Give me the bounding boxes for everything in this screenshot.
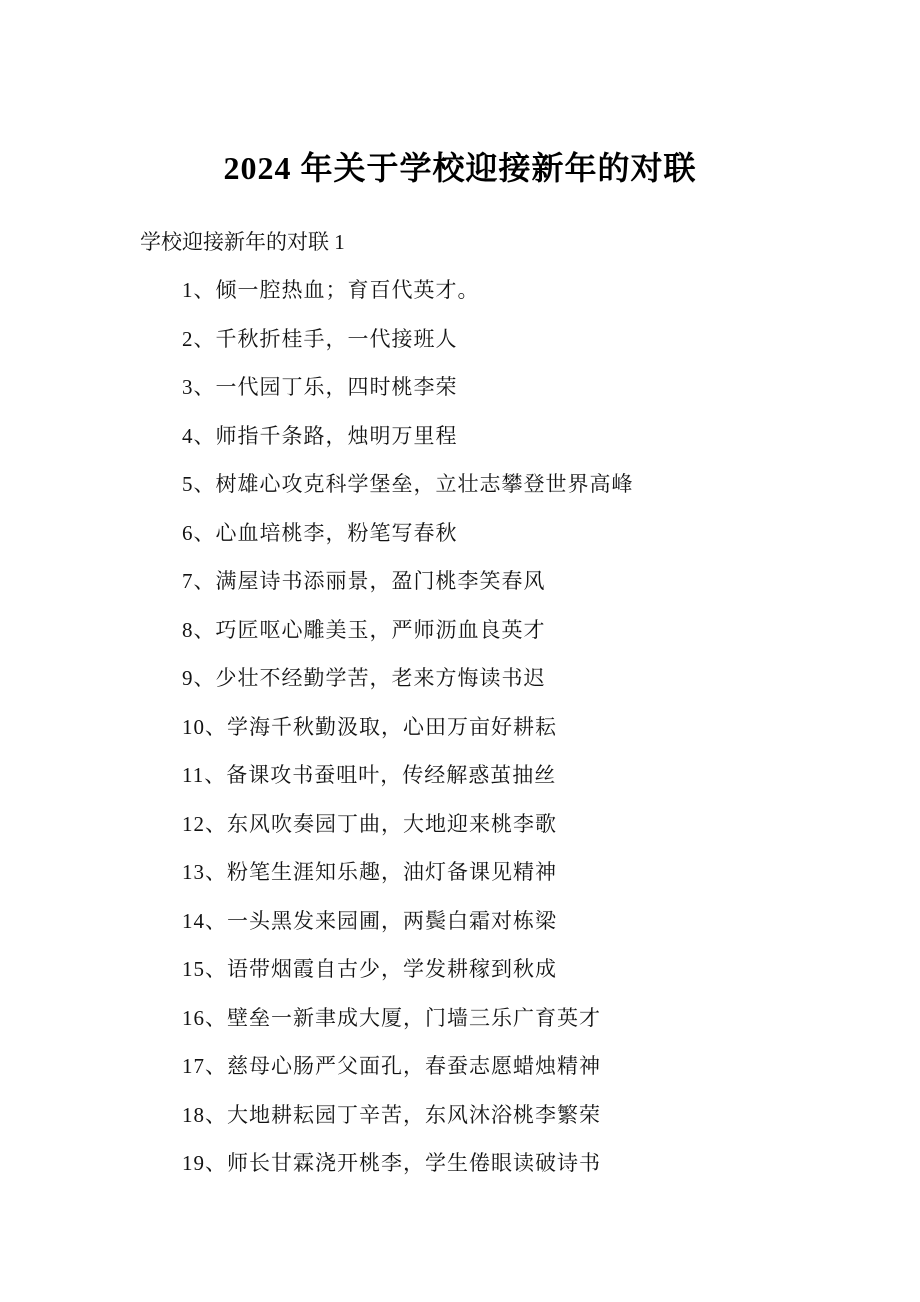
list-item: 2、千秋折桂手，一代接班人 — [182, 326, 458, 351]
list-item: 15、语带烟霞自古少，学发耕稼到秋成 — [182, 957, 557, 981]
list-item: 6、心血培桃李，粉笔写春秋 — [182, 520, 458, 545]
list-item: 1、倾一腔热血；育百代英才。 — [182, 278, 480, 302]
list-item: 9、少壮不经勤学苦，老来方悔读书迟 — [182, 666, 546, 690]
couplet-list — [140, 266, 780, 1188]
list-item: 12、东风吹奏园丁曲，大地迎来桃李歌 — [182, 811, 557, 836]
list-item: 8、巧匠呕心雕美玉，严师沥血良英才 — [182, 617, 546, 642]
list-item: 10、学海千秋勤汲取，心田万亩好耕耘 — [182, 714, 557, 739]
list-item: 18、大地耕耘园丁辛苦，东风沐浴桃李繁荣 — [182, 1102, 601, 1127]
list-item: 4、师指千条路，烛明万里程 — [182, 423, 458, 448]
list-item: 14、一头黑发来园圃，两鬓白霜对栋梁 — [182, 908, 557, 933]
list-item: 5、树雄心攻克科学堡垒，立壮志攀登世界高峰 — [182, 472, 634, 496]
list-item: 19、师长甘霖浇开桃李，学生倦眼读破诗书 — [182, 1151, 601, 1175]
list-item: 7、满屋诗书添丽景，盈门桃李笑春风 — [182, 569, 546, 593]
page-title: 2024 年关于学校迎接新年的对联 — [223, 150, 697, 186]
list-item: 11、备课攻书蚕咀叶，传经解惑茧抽丝 — [182, 763, 557, 787]
list-item: 16、壁垒一新聿成大厦，门墙三乐广育英才 — [182, 1005, 601, 1030]
list-item: 17、慈母心肠严父面孔，春蚕志愿蜡烛精神 — [182, 1054, 601, 1078]
list-item: 3、一代园丁乐，四时桃李荣 — [182, 375, 458, 399]
list-item: 13、粉笔生涯知乐趣，油灯备课见精神 — [182, 860, 557, 884]
section-heading: 学校迎接新年的对联 1 — [140, 230, 345, 254]
